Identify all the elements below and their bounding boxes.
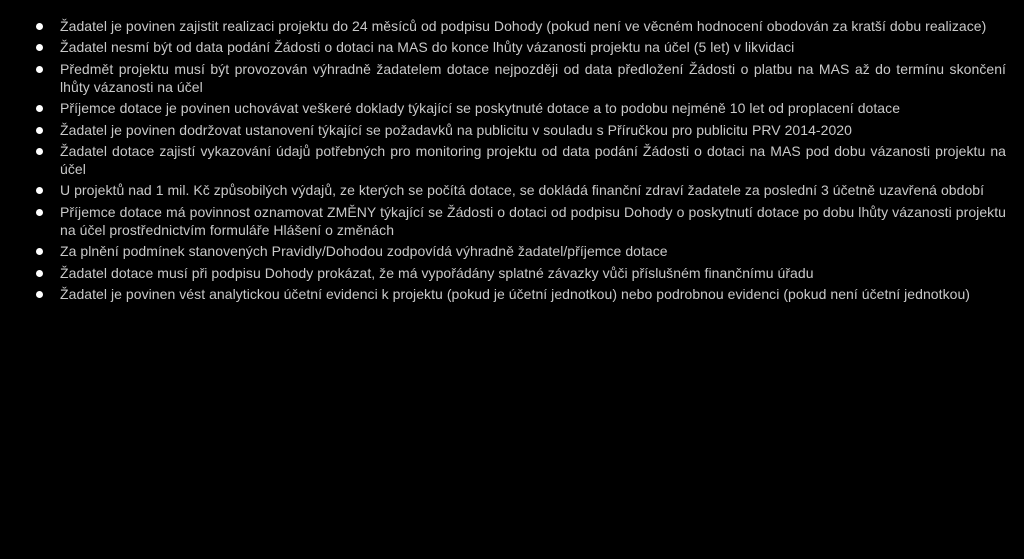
bullet-dot-icon — [36, 270, 43, 277]
list-item — [34, 242, 1006, 260]
list-item — [34, 17, 1006, 35]
list-item — [34, 121, 1006, 139]
list-item-text: Žadatel dotace zajistí vykazování údajů potřebných pro monitoring projektu od data podání Žádosti o dotaci na MAS pod dobu vázanosti projektu na účel — [60, 142, 1006, 177]
bullet-dot-icon — [36, 248, 43, 255]
list-item — [34, 38, 1006, 56]
bullet-dot-icon — [36, 291, 43, 298]
bullet-dot-icon — [36, 44, 43, 51]
bullet-dot-icon — [36, 66, 43, 73]
bullet-list — [34, 17, 1006, 306]
list-item-text: Příjemce dotace je povinen uchovávat veškeré doklady týkající se poskytnuté dotace a to podobu nejméně 10 let od proplacení dotace — [60, 100, 901, 117]
bullet-dot-icon — [36, 209, 43, 216]
bullet-dot-icon — [36, 127, 43, 134]
list-item-text: Za plnění podmínek stanovených Pravidly/Dohodou zodpovídá výhradně žadatel/příjemce dotace — [60, 243, 668, 260]
list-item-text: Žadatel je povinen zajistit realizaci projektu do 24 měsíců od podpisu Dohody (pokud není ve věcném hodnocení obodován za kratší dobu realizace) — [60, 18, 987, 34]
list-item — [34, 203, 1006, 239]
list-item — [34, 99, 1006, 117]
bullet-dot-icon — [36, 148, 43, 155]
list-item-text: Příjemce dotace má povinnost oznamovat ZMĚNY týkající se Žádosti o dotaci od podpisu Dohody o poskytnutí dotace po dobu lhůty vázanosti projektu na účel prostřednictvím formuláře Hlášení o změnách — [60, 203, 1006, 238]
list-item — [34, 264, 1006, 282]
list-item — [34, 285, 1006, 303]
list-item-text: Předmět projektu musí být provozován výhradně žadatelem dotace nejpozději od data předložení Žádosti o platbu na MAS až do termínu skončení lhůty vázanosti na účel — [60, 60, 1006, 95]
list-item-text: U projektů nad 1 mil. Kč způsobilých výdajů, ze kterých se počítá dotace, se dokládá finanční zdraví žadatele za poslední 3 účetně uzavřená období — [60, 182, 985, 199]
list-item-text: Žadatel dotace musí při podpisu Dohody prokázat, že má vypořádány splatné závazky vůči příslušném finančnímu úřadu — [60, 264, 814, 281]
bullet-dot-icon — [36, 23, 43, 30]
list-item — [34, 142, 1006, 178]
list-item-text: Žadatel je povinen dodržovat ustanovení týkající se požadavků na publicitu v souladu s Příručkou pro publicitu PRV 2014-2020 — [60, 121, 852, 138]
bullet-dot-icon — [36, 187, 43, 194]
list-item — [34, 181, 1006, 199]
list-item-text: Žadatel nesmí být od data podání Žádosti o dotaci na MAS do konce lhůty vázanosti projektu na účel (5 let) v likvidaci — [60, 39, 795, 56]
bullet-dot-icon — [36, 105, 43, 112]
list-item-text: Žadatel je povinen vést analytickou účetní evidenci k projektu (pokud je účetní jednotkou) nebo podrobnou evidenci (pokud není účetní jednotkou) — [60, 285, 971, 302]
list-item — [34, 60, 1006, 96]
